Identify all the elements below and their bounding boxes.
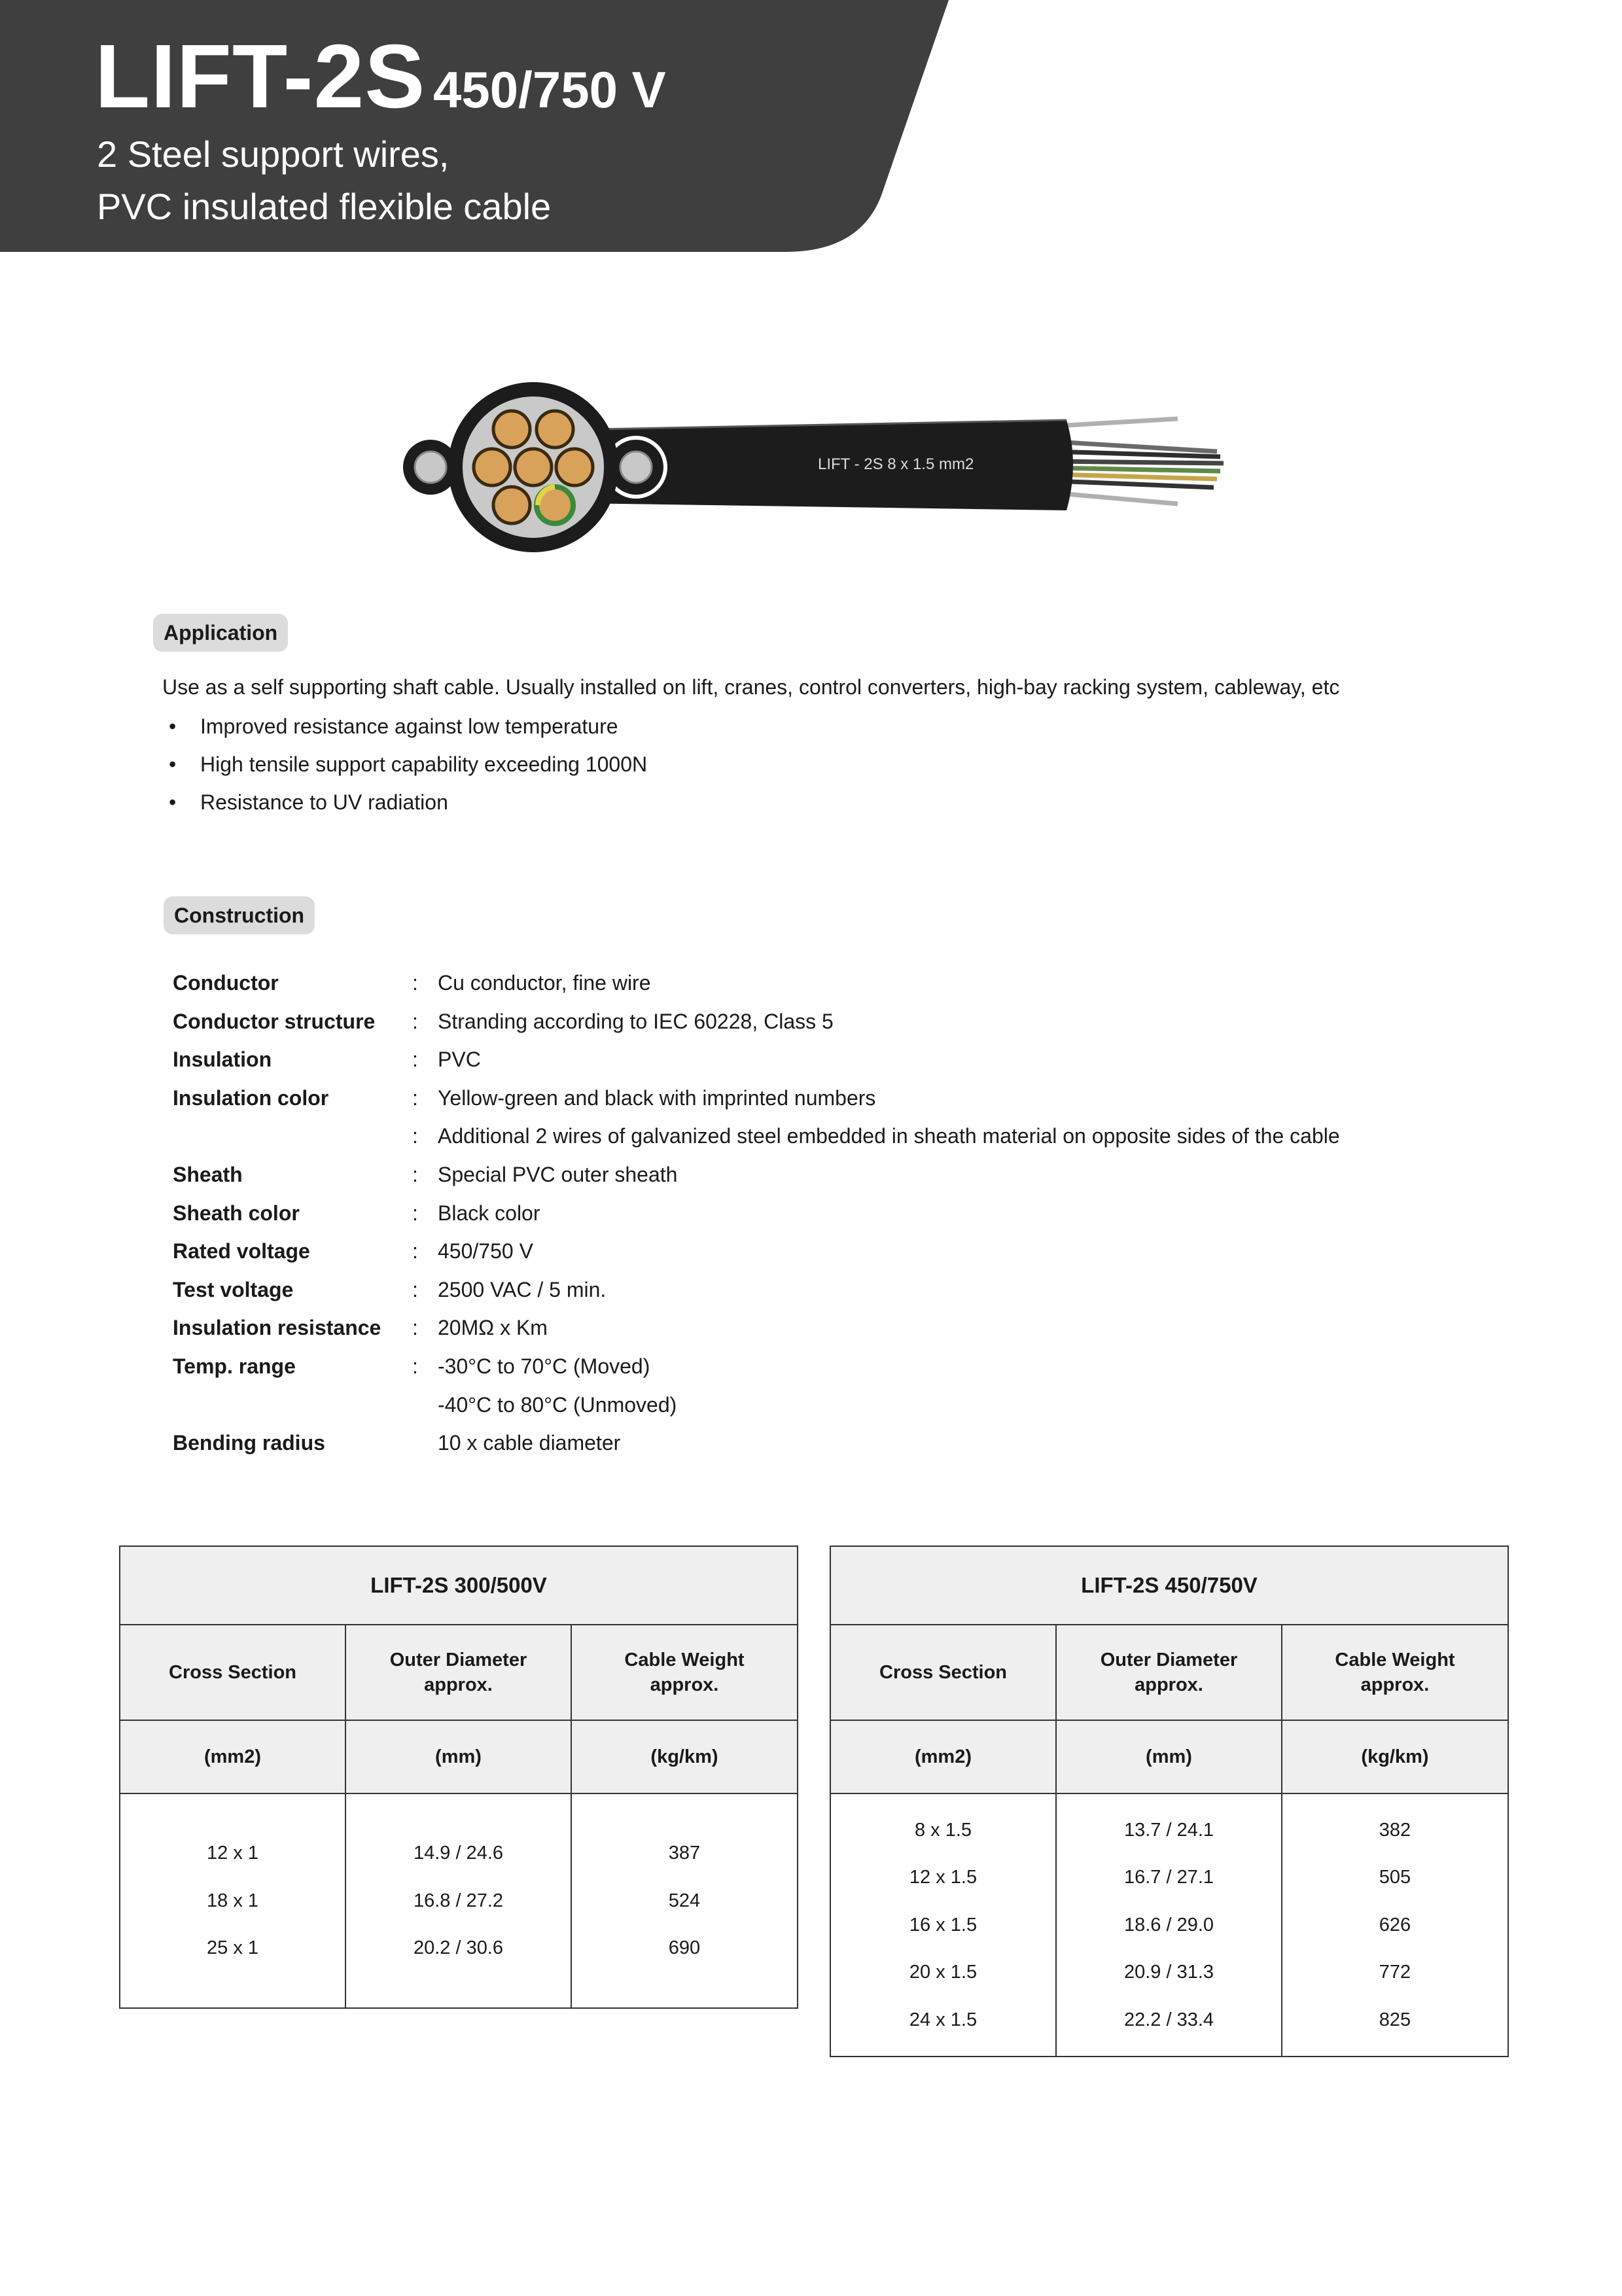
table-cell: 8 x 1.5	[914, 1819, 972, 1841]
spec-label: Sheath	[173, 1162, 243, 1186]
col-header-cable-weight	[1282, 1625, 1508, 1720]
product-subtitle	[97, 128, 551, 233]
exposed-wires	[1053, 419, 1224, 504]
header-line: approx.	[1135, 1674, 1203, 1695]
header-line: Outer Diameter	[389, 1650, 527, 1670]
spec-label: Bending radius	[173, 1431, 325, 1455]
spec-label: Temp. range	[173, 1354, 296, 1378]
table-cell: 14.9 / 24.6	[413, 1843, 504, 1864]
spec-label: Rated voltage	[173, 1239, 310, 1263]
table-cell: 18 x 1	[207, 1890, 258, 1911]
header-banner	[0, 0, 949, 252]
subtitle-line-1: 2 Steel support wires,	[97, 133, 450, 175]
application-description: Use as a self supporting shaft cable. Usually installed on lift, cranes, control converters, high-bay racking system, cableway, etc	[162, 675, 1340, 699]
header-line: approx.	[650, 1674, 719, 1695]
spec-value: Additional 2 wires of galvanized steel embedded in sheath material on opposite sides of the cable	[438, 1124, 1340, 1148]
table-cell: 13.7 / 24.1	[1123, 1819, 1214, 1841]
table-cell: 382	[1379, 1819, 1411, 1841]
spec-value: 450/750 V	[438, 1239, 533, 1263]
table-cell: 20 x 1.5	[909, 1962, 978, 1983]
spec-label: Insulation color	[173, 1086, 329, 1110]
col-header-outer-diameter	[1056, 1625, 1282, 1720]
table-cell: 16.7 / 27.1	[1123, 1867, 1214, 1888]
spec-colon: :	[412, 1239, 418, 1263]
spec-value: Yellow-green and black with imprinted numbers	[438, 1086, 876, 1110]
spec-colon: :	[412, 1162, 418, 1186]
unit-outer-diameter: (mm)	[1056, 1720, 1282, 1793]
table-cell: 690	[668, 1937, 701, 1959]
unit-cross-section: (mm2)	[120, 1720, 345, 1793]
column-cross-section	[830, 1793, 1056, 2057]
table-cell: 16 x 1.5	[909, 1914, 978, 1935]
spec-colon: :	[412, 1316, 418, 1340]
application-bullets	[169, 713, 647, 827]
spec-value: 2500 VAC / 5 min.	[438, 1277, 607, 1301]
column-cable-weight	[571, 1793, 798, 2008]
spec-colon: :	[412, 1201, 418, 1225]
spec-colon: :	[412, 1277, 418, 1301]
construction-heading: Construction	[164, 896, 315, 934]
unit-cross-section: (mm2)	[830, 1720, 1056, 1793]
unit-outer-diameter: (mm)	[345, 1720, 571, 1793]
spec-value: Special PVC outer sheath	[438, 1162, 678, 1186]
spec-colon: :	[412, 1009, 418, 1033]
column-cable-weight	[1282, 1793, 1508, 2057]
table-title: LIFT-2S 300/500V	[120, 1546, 798, 1625]
spec-value: -30°C to 70°C (Moved)	[438, 1354, 650, 1378]
spec-colon: :	[412, 971, 418, 995]
spec-label: Insulation	[173, 1048, 272, 1072]
header-line: approx.	[1360, 1674, 1430, 1695]
table-cell: 626	[1379, 1914, 1411, 1935]
spec-value: Black color	[438, 1201, 540, 1225]
table-cell: 12 x 1	[207, 1843, 258, 1864]
table-title: LIFT-2S 450/750V	[830, 1546, 1508, 1625]
unit-cable-weight: (kg/km)	[571, 1720, 798, 1793]
spec-value: 10 x cable diameter	[438, 1431, 621, 1455]
table-300-500v	[119, 1545, 798, 2009]
spec-value: 20MΩ x Km	[438, 1316, 548, 1340]
header-line: Cable Weight	[624, 1650, 745, 1670]
header-line: Outer Diameter	[1100, 1650, 1238, 1670]
cable-illustration	[399, 380, 1237, 556]
col-header-outer-diameter	[345, 1625, 571, 1720]
table-cell: 505	[1379, 1867, 1411, 1888]
spec-colon: :	[412, 1124, 418, 1148]
col-header-cross-section: Cross Section	[830, 1625, 1056, 1720]
spec-value: Cu conductor, fine wire	[438, 971, 651, 995]
header-line: Cable Weight	[1335, 1650, 1455, 1670]
product-voltage: 450/750 V	[433, 61, 666, 118]
column-outer-diameter	[1056, 1793, 1282, 2057]
spec-label: Sheath color	[173, 1201, 300, 1225]
list-item: • Resistance to UV radiation	[169, 789, 647, 827]
col-header-cross-section: Cross Section	[120, 1625, 345, 1720]
table-450-750v	[830, 1545, 1509, 2057]
header-line: approx.	[424, 1674, 493, 1695]
list-item: • Improved resistance against low temperature	[169, 713, 647, 751]
table-cell: 524	[668, 1890, 701, 1911]
spec-colon: :	[412, 1048, 418, 1072]
spec-value: Stranding according to IEC 60228, Class 5	[438, 1009, 834, 1033]
table-cell: 12 x 1.5	[909, 1867, 978, 1888]
table-cell: 20.9 / 31.3	[1123, 1962, 1214, 1983]
table-cell: 24 x 1.5	[909, 2009, 978, 2030]
spec-colon: :	[412, 1086, 418, 1110]
spec-label: Conductor structure	[173, 1009, 376, 1033]
spec-colon: :	[412, 1354, 418, 1378]
spec-value: -40°C to 80°C (Unmoved)	[438, 1392, 677, 1417]
table-cell: 25 x 1	[207, 1937, 258, 1959]
table-cell: 22.2 / 33.4	[1123, 2009, 1214, 2030]
table-cell: 772	[1379, 1962, 1411, 1983]
spec-label: Test voltage	[173, 1277, 294, 1301]
cable-print-text: LIFT - 2S 8 x 1.5 mm2	[818, 455, 974, 473]
column-outer-diameter	[345, 1793, 571, 2008]
table-cell: 16.8 / 27.2	[413, 1890, 504, 1911]
column-cross-section	[120, 1793, 345, 2008]
spec-label: Conductor	[173, 971, 279, 995]
table-cell: 18.6 / 29.0	[1123, 1914, 1214, 1935]
col-header-cable-weight	[571, 1625, 798, 1720]
subtitle-line-2: PVC insulated flexible cable	[97, 186, 552, 227]
product-title: LIFT-2S	[95, 26, 426, 127]
unit-cable-weight: (kg/km)	[1282, 1720, 1508, 1793]
list-item: • High tensile support capability exceeding 1000N	[169, 751, 647, 789]
spec-value: PVC	[438, 1048, 481, 1072]
table-cell: 825	[1379, 2009, 1411, 2030]
spec-label: Insulation resistance	[173, 1316, 381, 1340]
application-heading: Application	[153, 614, 288, 652]
table-cell: 20.2 / 30.6	[413, 1937, 504, 1959]
table-cell: 387	[668, 1843, 701, 1864]
